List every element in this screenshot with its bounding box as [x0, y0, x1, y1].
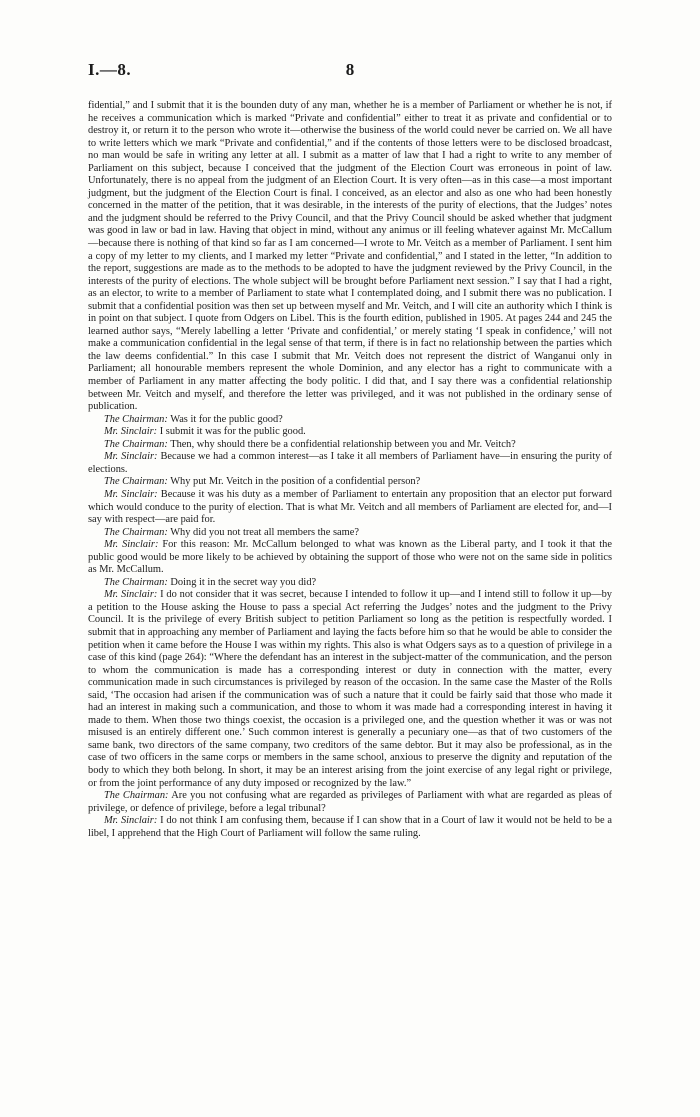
paragraph-text: Then, why should there be a confidential relationship between you and Mr. Veitch? [170, 438, 516, 450]
paragraph-text: I submit it was for the public good. [159, 426, 306, 438]
paragraph-text: Are you not confusing what are regarded as privileges of Parliament with what are regarded as pleas of privilege, or defence of privilege, before a legal tribunal? [88, 790, 612, 814]
body-text [88, 100, 612, 840]
paragraph-opening [88, 100, 612, 414]
paragraph-text: Was it for the public good? [170, 413, 283, 425]
speaker-label: Mr. Sinclair: [104, 815, 158, 827]
paragraph-text: Why did you not treat all members the same? [170, 526, 359, 538]
page-header [88, 60, 612, 84]
speaker-label: The Chairman: [104, 526, 168, 538]
paragraph-text: Doing it in the secret way you did? [170, 576, 317, 588]
speaker-label: Mr. Sinclair: [104, 539, 159, 551]
paragraph-text: Why put Mr. Veitch in the position of a confidential person? [170, 476, 421, 488]
page-number: 8 [345, 60, 355, 79]
paragraph-sinclair-public-good [88, 426, 612, 439]
paragraph-text: For this reason: Mr. McCallum belonged to what was known as the Liberal party, and I took it that the public good would be more likely to be achieved by obtaining the support of those who were not on the same side in politics as Mr. McCallum. [88, 539, 612, 576]
paragraph-text: Because we had a common interest—as I take it all members of Parliament have—in ensuring the purity of elections. [88, 451, 612, 475]
paragraph-chairman-confidential [88, 439, 612, 452]
paragraph-sinclair-liberal-party [88, 539, 612, 577]
speaker-label: Mr. Sinclair: [104, 589, 158, 601]
document-code: I.—8. [88, 60, 132, 79]
paragraph-chairman-privilege [88, 790, 612, 815]
paragraph-sinclair-petition [88, 589, 612, 790]
paragraph-text: fidential,” and I submit that it is the bounden duty of any man, whether he is a member of Parliament or whether he is not, if he receives a communication which is marked “Private and confidential” either to treat it as private and confidential or to destroy it, or return it to the person who wrote it—otherwise the business of the world could never be carried on. We all have to write letters which we mark “Private and confidential,” and if the contents of those letters were to be disclosed broadcast, no man would be safe in writing any letter at all. I submit as a matter of law that I had a right to write to any member of Parliament on this subject, because I conceived that the judgment of the Election Court was erroneous in point of law. Unfortunately, there is no appeal from the judgment of an Election Court. It is very often—as in this case—a most important judgment, but the judgment of the Election Court is final. I conceived, as an elector and also as one who had been honestly concerned in the matter of the petition, that it was desirable, in the interests of the purity of elections, that the Judges’ notes and the judgment should be referred to the Privy Council, and that the Privy Council should be asked whether that judgment was good in law or bad in law. Having that object in mind, without any animus or ill feeling whatever against Mr. McCallum—because there is nothing of that kind so far as I am concerned—I wrote to Mr. Veitch as a member of Parliament. I sent him a copy of my letter to my clients, and I marked my letter “Private and confidential,” and I stated in the letter, “In addition to the report, suggestions are made as to the methods to be adopted to have the judgment reviewed by the Privy Council, in the interests of the purity of elections. The whole subject will be brought before Parliament next session.” I say that I had a right, as an elector, to write to a member of Parliament to state what I contemplated doing, and I submit there was no publication. I submit that a confidential position was then set up between myself and Mr. Veitch, and I will cite an authority which I think is in point on that subject. I quote from Odgers on Libel. This is the fourth edition, published in 1905. At pages 244 and 245 the learned author says, “Merely labelling a letter ‘Private and confidential,’ or merely stating ‘I speak in confidence,’ will not make a communication confidential in the legal sense of that term, if there is in fact no relationship between the parties which the law deems confidential.” In this case I submit that Mr. Veitch does not represent the district of Wanganui only in Parliament; all honourable members represent the whole Dominion, and any elector has a right to communicate with a member of Parliament in any matter affecting the body politic. I did that, and I say there was a confidential relationship between Mr. Veitch and myself, and therefore the letter was privileged, and it was not published in the ordinary sense of publication. [88, 100, 612, 413]
paragraph-text: Because it was his duty as a member of Parliament to entertain any proposition that an elector put forward which would conduce to the purity of election. That is what Mr. Veitch and all members of Parliament are elected for, and—I say with respect—are paid for. [88, 488, 612, 526]
speaker-label: Mr. Sinclair: [104, 451, 158, 463]
speaker-label: The Chairman: [104, 413, 168, 425]
paragraph-chairman-secret-way [88, 577, 612, 590]
speaker-label: The Chairman: [104, 576, 168, 588]
paragraph-sinclair-duty [88, 489, 612, 527]
paragraph-chairman-all-members [88, 527, 612, 540]
speaker-label: The Chairman: [104, 476, 168, 488]
paragraph-text: I do not think I am confusing them, because if I can show that in a Court of law it would not be held to be a libel, I apprehend that the High Court of Parliament will follow the same ruling. [88, 815, 612, 839]
paragraph-sinclair-common-interest [88, 451, 612, 476]
speaker-label: The Chairman: [104, 790, 169, 802]
paragraph-chairman-why-veitch [88, 476, 612, 489]
speaker-label: Mr. Sinclair: [104, 488, 158, 500]
paragraph-text: I do not consider that it was secret, because I intended to follow it up—and I intend still to follow it up—by a petition to the House asking the House to pass a special Act referring the Judges’ notes and the judgment to the Privy Council. It is the privilege of every British subject to petition Parliament so long as the petition is respectfully worded. I submit that in approaching any member of Parliament and laying the facts before him so that he would be able to consider the petition when it came before the House I was within my rights. This also is what Odgers says as to a question of privilege in a case of this kind (page 264): “Where the defendant has an interest in the subject-matter of the communication, and the person to whom the communication is made has a corresponding interest or duty in connection with the matter, every communication made in such circumstances is privileged by reason of the occasion. In the same case the Master of the Rolls said, ‘The occasion had arisen if the communication was of such a nature that it could be fairly said that those who made it had an interest in making such a communication, and those to whom it was made had a corresponding interest in having it made to them. When those two things coexist, the occasion is a privileged one, and the question whether it was or was not misused is an entirely different one.’ Such common interest is generally a pecuniary one—as that of two customers of the same bank, two directors of the same company, two creditors of the same debtor. But it may also be professional, as in the case of two officers in the same corps or members in the same school, anxious to preserve the dignity and reputation of the body to which they both belong. In short, it may be an interest arising from the joint exercise of any legal right or privilege, or from the joint performance of any duty imposed or recognized by the law.” [88, 589, 612, 789]
speaker-label: The Chairman: [104, 438, 168, 450]
speaker-label: Mr. Sinclair: [104, 426, 158, 438]
paragraph-sinclair-court-of-law [88, 815, 612, 840]
paragraph-chairman-public-good [88, 414, 612, 427]
